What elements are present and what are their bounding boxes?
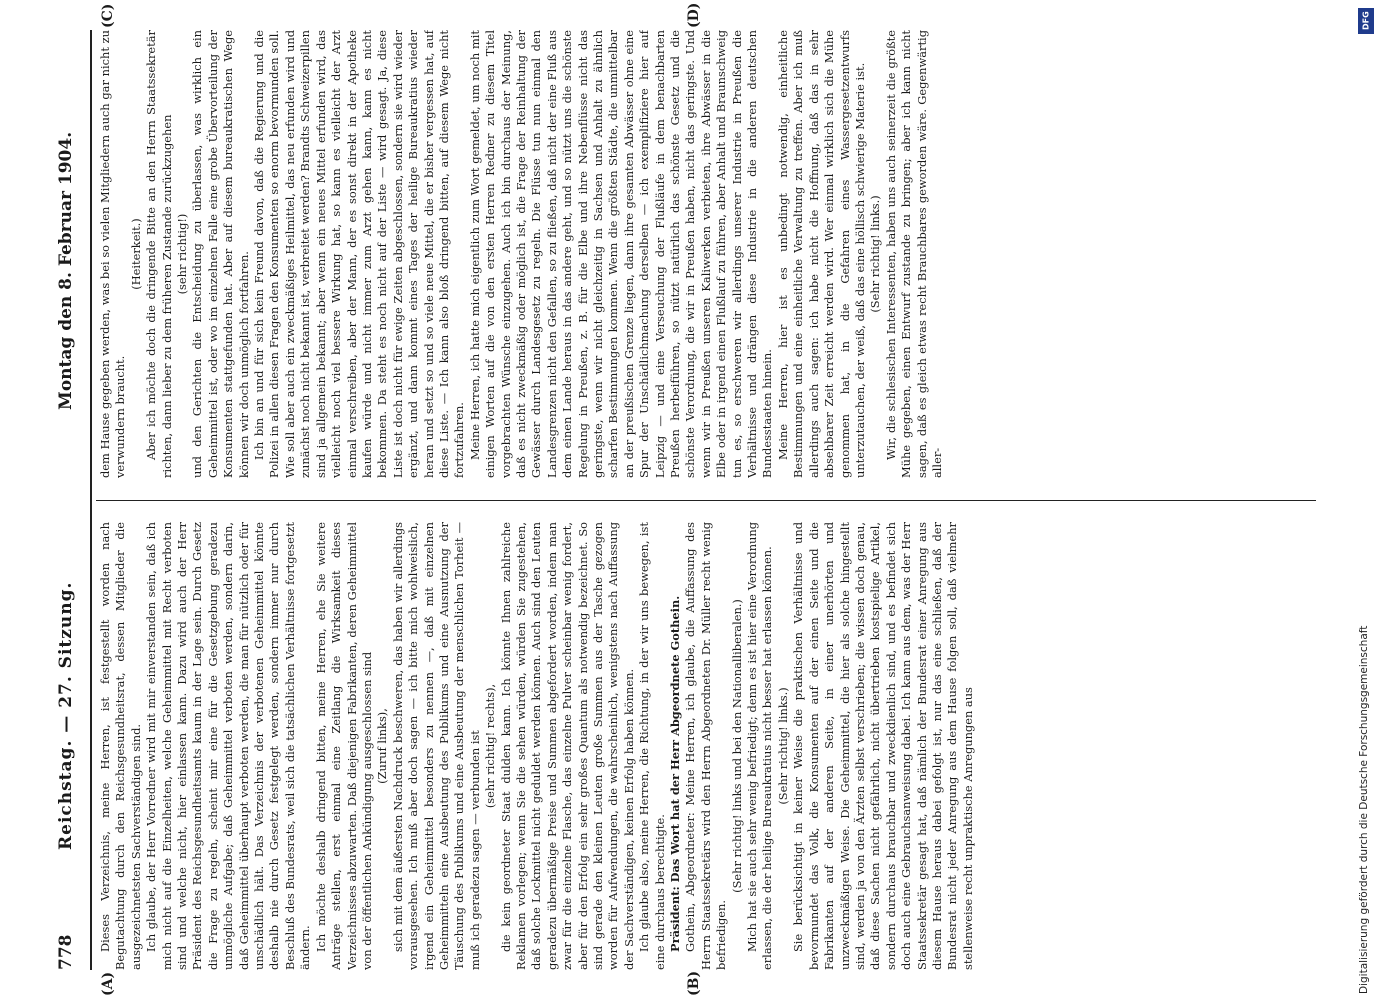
right-column (98, 30, 1313, 478)
paragraph: Ich möchte deshalb dringend bitten, meine Herren, ehe Sie weitere Anträge stellen, erst einmal eine Zeitlang die Wirksamkeit dieses Verzeichnisses abzuwarten. Daß diejenigen Fabrikanten, deren Geheimmittel von der öffentlichen Ankündigung ausgeschlossen sind (313, 522, 374, 970)
session-date: Montag den 8. Februar 1904. (56, 131, 76, 410)
paragraph: Wir, die schlesischen Interessenten, haben uns auch seinerzeit die größte Mühe gegeben, einen Entwurf zustande zu bringen; aber ich kann nicht sagen, daß es gleich etwas recht Brauchbares geworden wäre. Gegenwärtig aller- (883, 30, 944, 478)
paragraph: Sie berücksichtigt in keiner Weise die praktischen Verhältnisse und bevormundet das Volk, die Konsumenten auf der einen Seite und die Fabrikanten auf der anderen Seite, in einer unerhörten und unzweckmäßigen Weise. Die Geheimmittel, die hier als solche hingestellt sind, werden ja von den Ärzten selbst verschrieben; die wissen doch genau, daß diese Sachen nicht gefährlich, nicht übertrieben kostspielige Artikel, sondern durchaus brauchbar und zweckdienlich sind, und es befindet sich doch auch eine Gebrauchsanweisung dabei. Ich kann aus dem, was der Herr Staatssekretär gesagt hat, daß nämlich der Bundesrat einer Anregung aus diesem Hause heraus dabei gefolgt ist, nur das eine schließen, daß der Bundesrat nicht jeder Anregung aus dem Hause folgen soll, daß vielmehr stellenweise recht unpraktische Anregungen aus (791, 522, 975, 970)
document-page (46, 0, 1336, 1000)
margin-marker-d: (D) (686, 2, 702, 28)
interjection: (Zuruf links), (375, 708, 390, 784)
interjection: (Sehr richtig! links.) (775, 687, 790, 805)
paragraph: Meine Herren, ich hatte mich eigentlich zum Wort gemeldet, um noch mit einigen Worten auf die von den ersten Herren Redner zu diesem Titel vorgebrachten Wünsche einzugehen. Auch ich bin durchaus der Meinung, daß es nicht zweckmäßig oder möglich ist, die Frage der Reinhaltung der Gewässer durch Landesgesetz zu regeln. Die Flüsse tun nun einmal den Landesgrenzen nicht den Gefallen, so zu fließen, daß nicht der eine Fluß aus dem einen Lande heraus in das andere geht, und so nützt uns die schönste Regelung in Preußen, z. B. für die Elbe und ihre Nebenflüsse nicht das geringste, wenn wir nicht gleichzeitig in Sachsen und Anhalt zu ähnlich scharfen Bestimmungen kommen. Wenn die größten Städte, die unmittelbar an der preußischen Grenze liegen, dann ihre gesamten Abwässer ohne eine Spur der Unschädlichmachung derselben — ich exemplifiziere hier auf Leipzig — und eine Verseuchung der Flußläufe in dem benachbarten Preußen herbeiführen, so nützt natürlich das schönste Gesetz und die schönste Verordnung, die wir in Preußen haben, nicht das geringste. Und wenn wir in Preußen unseren Kaliwerken verbieten, ihre Abwässer in die Elbe oder in irgend einen Flußlauf zu führen, aber Anhalt und Braunschweig tun es, so erschweren wir allerdings unserer Industrie in Preußen die Verhältnisse und drängen diese Industrie in die anderen deutschen Bundesstaaten hinein. (467, 30, 775, 478)
paragraph: Ich bin an und für sich kein Freund davon, daß die Regierung und die Polizei in allen diesen Fragen den Konsumenten so enorm bevormunden soll. Wie soll aber auch ein zweckmäßiges Heilmittel, das neu erfunden wird und zunächst noch nicht bekannt ist, verbreitet werden? Brandts Schweizerpillen sind ja allgemein bekannt; aber wenn ein neues Mittel erfunden wird, das vielleicht noch viel bessere Wirkung hat, so kann es vielleicht der Arzt einmal verschreiben, aber der Mann, der es sonst direkt in der Apotheke kaufen würde und nicht immer zum Arzt gehen kann, kann es nicht bekommen. Da steht es noch nicht auf der Liste — wird gesagt. Ja, diese Liste ist doch nicht für ewige Zeiten abgeschlossen, sondern sie wird wieder ergänzt, und dann kommt eines Tages der heilige Bureaukratius wieder heran und setzt so und so viele neue Mittel, die er bisher vergessen hat, auf diese Liste. — Ich kann also bloß dringend bitten, auf diesem Wege nicht fortzufahren. (252, 30, 467, 478)
margin-marker-b: (B) (686, 970, 702, 996)
margin-marker-a: (A) (100, 971, 116, 996)
paragraph: Meine Herren, hier ist es unbedingt notwendig, einheitliche Bestimmungen und eine einheitliche Verwaltung zu treffen. Aber ich muß allerdings auch sagen: ich habe nicht die Hoffnung, daß das in sehr absehbarer Zeit erreicht werden wird. Wer einmal wirklich sich die Mühe genommen hat, in die Gefahren eines Wassergesetzentwurfs unterzutauchen, der weiß, daß das eine höllisch schwierige Materie ist. (775, 30, 867, 478)
paragraph: Ich glaube, der Herr Vorredner wird mit mir einverstanden sein, daß ich mich nicht auf die Einzelheiten, welche Geheimmittel mit Recht verboten sind und welche nicht, hier einlassen kann. Dazu wird auch der Herr Präsident des Reichsgesundheitsamts kaum in der Lage sein. Durch Gesetz die Frage zu regeln, scheint mir eine für die Gesetzgebung geradezu unmögliche Aufgabe; daß Geheimmittel verboten werden, sondern darin, daß Geheimmittel überhaupt verboten werden, die man für nützlich oder für unschädlich hält. Das Verzeichnis der verbotenen Geheimmittel könnte deshalb nie durch Gesetz festgelegt werden, sondern immer nur durch Beschluß des Bundesrats, weil sich die tatsächlichen Verhältnisse fortgesetzt ändern. (144, 522, 313, 970)
paragraph: Dieses Verzeichnis, meine Herren, ist festgestellt worden nach Begutachtung durch den Reichsgesundheitsrat, dessen Mitglieder die ausgezeichnetsten Sachverständigen sind. (98, 522, 143, 970)
dfg-logo: DFG (1358, 8, 1374, 34)
paragraph: Mich hat sie auch sehr wenig befriedigt; denn es ist hier eine Verordnung erlassen, die der heilige Bureaukratius nicht besser hat erlassen können. (745, 522, 775, 970)
interjection: (sehr richtig!) (175, 213, 190, 295)
interjection: (Sehr richtig! links.) (868, 195, 883, 313)
interjection: (sehr richtig! rechts), (483, 683, 498, 809)
paragraph: sich mit dem äußersten Nachdruck beschweren, das haben wir allerdings vorausgesehen. Ich muß aber doch sagen — ich bitte mich wohlweislich, irgend ein Geheimmittel besonders zu nennen —, daß mit einzelnen Geheimmitteln eine Ausbeutung des Publikums und eine Ausnutzung der Täuschung des Publikums und eine Ausbeutung der menschlichen Torheit — muß ich geradezu sagen — verbunden ist (390, 522, 482, 970)
page-number: 778 (56, 934, 76, 970)
column-divider (96, 500, 1316, 501)
paragraph: und den Gerichten die Entscheidung zu überlassen, was wirklich ein Geheimmittel ist, oder wo im einzelnen Falle eine grobe Übervorteilung der Konsumenten stattgefunden hat. Aber auf diesem bureaukratischen Wege können wir doch unmöglich fortfahren. (190, 30, 251, 478)
header-rule (90, 30, 92, 970)
interjection: (Sehr richtig! links und bei den Nationalliberalen.) (729, 599, 744, 893)
speaker-president: Präsident: Das Wort hat der Herr Abgeordnete Gothein. (668, 595, 683, 952)
paragraph: Ich glaube also, meine Herren, die Richtung, in der wir uns bewegen, ist eine durchaus berechtigte. (637, 522, 667, 970)
paragraph: die kein geordneter Staat dulden kann. Ich könnte Ihnen zahlreiche Reklamen vorlegen; wenn Sie die sehen würden, würden Sie zugestehen, daß solche Lockmittel nicht geduldet werden können. Auch sind den Leuten geradezu übermäßige Preise und Summen abgefordert worden, indem man zwar für die einzelne Flasche, das einzelne Pulver scheinbar wenig fordert, aber für den Erfolg ein sehr großes Quantum als notwendig bezeichnet. So sind gerade den kleinen Leuten große Summen aus der Tasche gezogen worden für Aufwendungen, die wahrscheinlich, wenigstens nach Auffassung der Sachverständigen, keinen Erfolg haben können. (498, 522, 636, 970)
digitization-credit (1356, 6, 1378, 994)
session-title: Reichstag. — 27. Sitzung. (56, 581, 76, 850)
paragraph: Aber ich möchte doch die dringende Bitte an den Herrn Staatssekretär richten, dann lieber zu dem früheren Zustande zurückzugehen (144, 30, 174, 478)
margin-marker-c: (C) (100, 3, 116, 28)
credit-text: Digitalisierung gefördert durch die Deutsche Forschungsgemeinschaft (1358, 625, 1370, 994)
paragraph: dem Hause gegeben werden, was bei so vielen Mitgliedern auch gar nicht zu verwundern braucht. (98, 30, 128, 478)
page-header (46, 30, 86, 970)
left-column (98, 522, 1313, 970)
speaker-gothein: Gothein, Abgeordneter: Meine Herren, ich glaube, die Auffassung des Herrn Staatssekretärs wird den Herrn Abgeordneten Dr. Müller recht wenig befriedigen. (683, 522, 729, 970)
interjection: (Heiterkeit.) (128, 218, 143, 290)
